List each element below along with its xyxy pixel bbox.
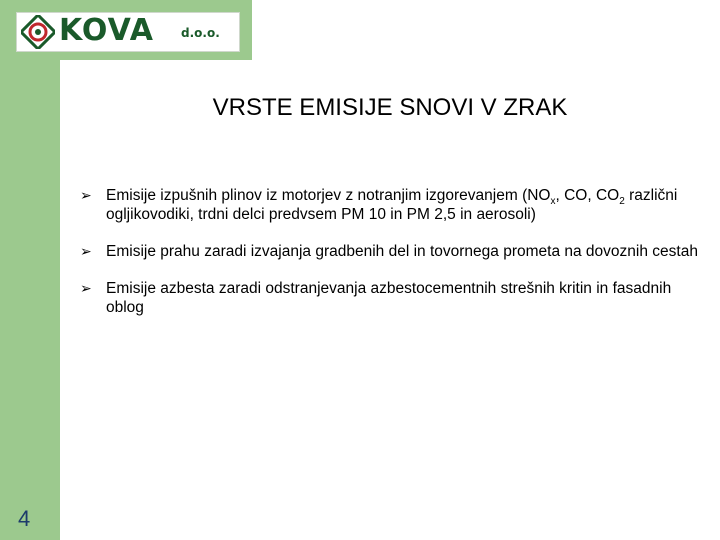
page-number: 4	[18, 506, 31, 531]
company-logo	[16, 12, 240, 52]
arrowhead-bullet-icon: ➢	[80, 243, 92, 259]
bullet-item: ➢ Emisije izpušnih plinov iz motorjev z notranjim izgorevanjem ($NO_x$, CO, $CO_2$ različni ogljikovodiki, trdni delci predvsem PM 10 in PM 2,5 in aerosoli)	[80, 187, 678, 223]
logo-emblem-icon	[21, 15, 55, 49]
logo-wordmark	[59, 14, 154, 48]
bullet-list	[80, 186, 700, 335]
bullet-item: ➢ Emisije azbesta zaradi odstranjevanja azbestocementnih strešnih kritin in fasadnih oblog	[80, 280, 672, 316]
logo-wordmark-text: KOVA	[59, 13, 154, 48]
bullet-item: ➢ Emisije prahu zaradi izvajanja gradbenih del in tovornega prometa na dovoznih cestah	[80, 243, 698, 260]
arrowhead-bullet-icon: ➢	[80, 187, 92, 203]
slide-title: VRSTE EMISIJE SNOVI V ZRAK	[212, 94, 568, 121]
logo-suffix: d.o.o.	[181, 26, 220, 40]
sidebar-bar	[0, 0, 60, 540]
arrowhead-bullet-icon: ➢	[80, 280, 92, 296]
